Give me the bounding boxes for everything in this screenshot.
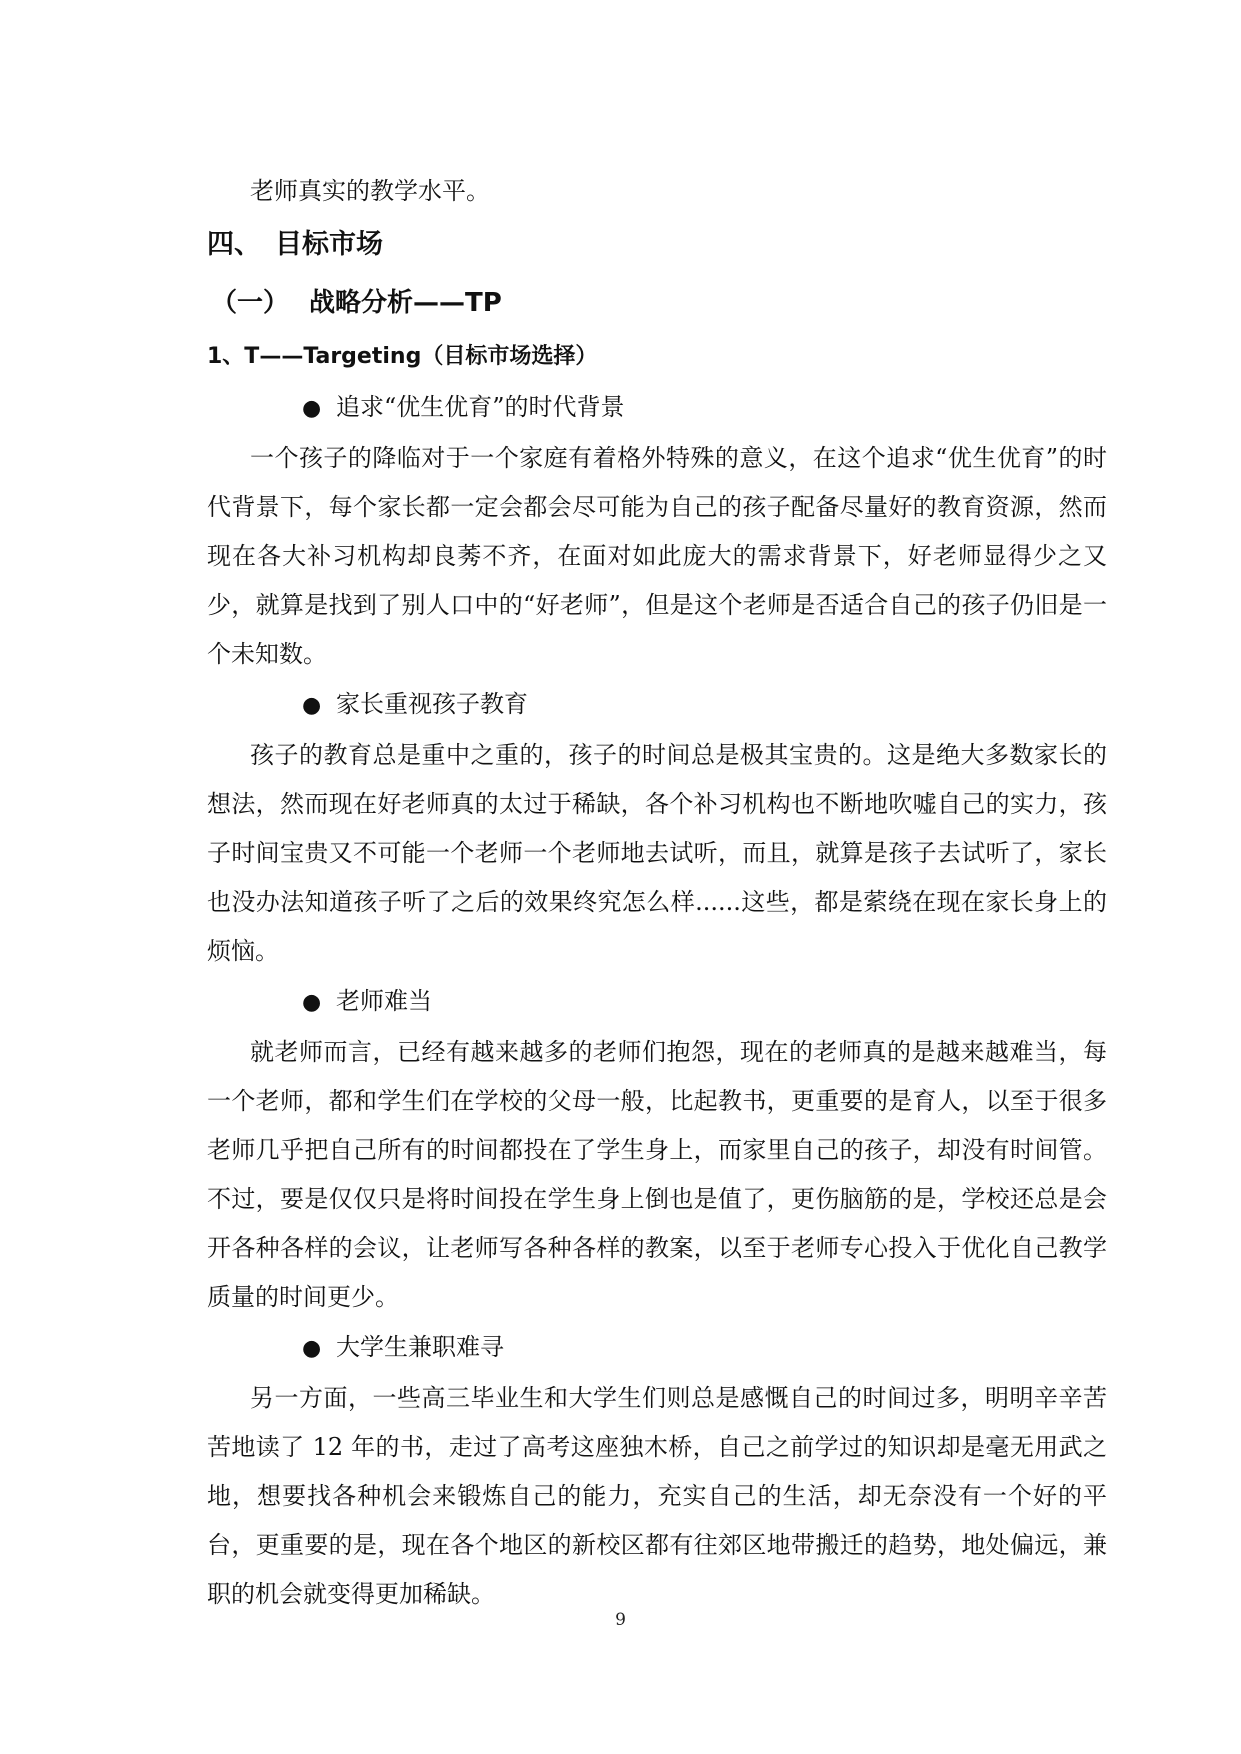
body-paragraph: 就老师而言，已经有越来越多的老师们抱怨，现在的老师真的是越来越难当，每一个老师，都和学生们在学校的父母一般，比起教书，更重要的是育人，以至于很多老师几乎把自己所有的时间都投在了学生身上，而家里自己的孩子，却没有时间管。不过，要是仅仅只是将时间投在学生身上倒也是值了，更伤脑筋的是，学校还总是会开各种各样的会议，让老师写各种各样的教案，以至于老师专心投入于优化自己教学质量的时间更少。 (207, 1038, 1107, 1311)
body-paragraph: 另一方面，一些高三毕业生和大学生们则总是感慨自己的时间过多，明明辛辛苦苦地读了 12 年的书，走过了高考这座独木桥，自己之前学过的知识却是毫无用武之地，想要找各种机会来锻炼自己的能力，充实自己的生活，却无奈没有一个好的平台，更重要的是，现在各个地区的新校区都有往郊区地带搬迁的趋势，地处偏远，兼职的机会就变得更加稀缺。 (207, 1384, 1107, 1608)
bullet-dot-icon: ● (302, 990, 322, 1015)
body-paragraph: 一个孩子的降临对于一个家庭有着格外特殊的意义，在这个追求“优生优育”的时代背景下，每个家长都一定会都会尽可能为自己的孩子配备尽量好的教育资源，然而现在各大补习机构却良莠不齐，在面对如此庞大的需求背景下，好老师显得少之又少，就算是找到了别人口中的“好老师”，但是这个老师是否适合自己的孩子仍旧是一个未知数。 (207, 444, 1107, 668)
page-number: 9 (615, 1610, 626, 1630)
body-paragraph: 孩子的教育总是重中之重的，孩子的时间总是极其宝贵的。这是绝大多数家长的想法，然而现在好老师真的太过于稀缺，各个补习机构也不断地吹嘘自己的实力，孩子时间宝贵又不可能一个老师一个老师地去试听，而且，就算是孩子去试听了，家长也没办法知道孩子听了之后的效果终究怎么样......这些，都是萦绕在现在家长身上的烦恼。 (207, 741, 1107, 965)
intro-line: 老师真实的教学水平。 (250, 177, 490, 205)
subsection-heading (207, 274, 1107, 332)
bullet-heading-text: 老师难当 (336, 987, 432, 1015)
bullet-heading (207, 679, 1107, 731)
section-title: 目标市场 (275, 229, 383, 260)
topic-block (207, 1322, 1107, 1619)
topic-block (207, 976, 1107, 1322)
bullet-heading-text: 大学生兼职难寻 (336, 1333, 504, 1361)
subsection-title: 战略分析——TP (309, 288, 502, 318)
bullet-heading (207, 1322, 1107, 1374)
topic-block (207, 382, 1107, 679)
topic-block (207, 679, 1107, 976)
bullet-heading (207, 382, 1107, 434)
page-content (207, 167, 1107, 1619)
section-number: 四、 (207, 229, 261, 260)
bullet-dot-icon: ● (302, 1336, 322, 1361)
bullet-dot-icon: ● (302, 396, 322, 421)
bullet-heading-text: 追求“优生优育”的时代背景 (336, 393, 625, 421)
subsection-number: （一） (211, 288, 290, 318)
bullet-heading (207, 976, 1107, 1028)
subsubsection-heading: 1、T——Targeting（目标市场选择） (207, 344, 598, 369)
bullet-heading-text: 家长重视孩子教育 (336, 690, 528, 718)
section-heading (207, 216, 1107, 274)
bullet-dot-icon: ● (302, 693, 322, 718)
